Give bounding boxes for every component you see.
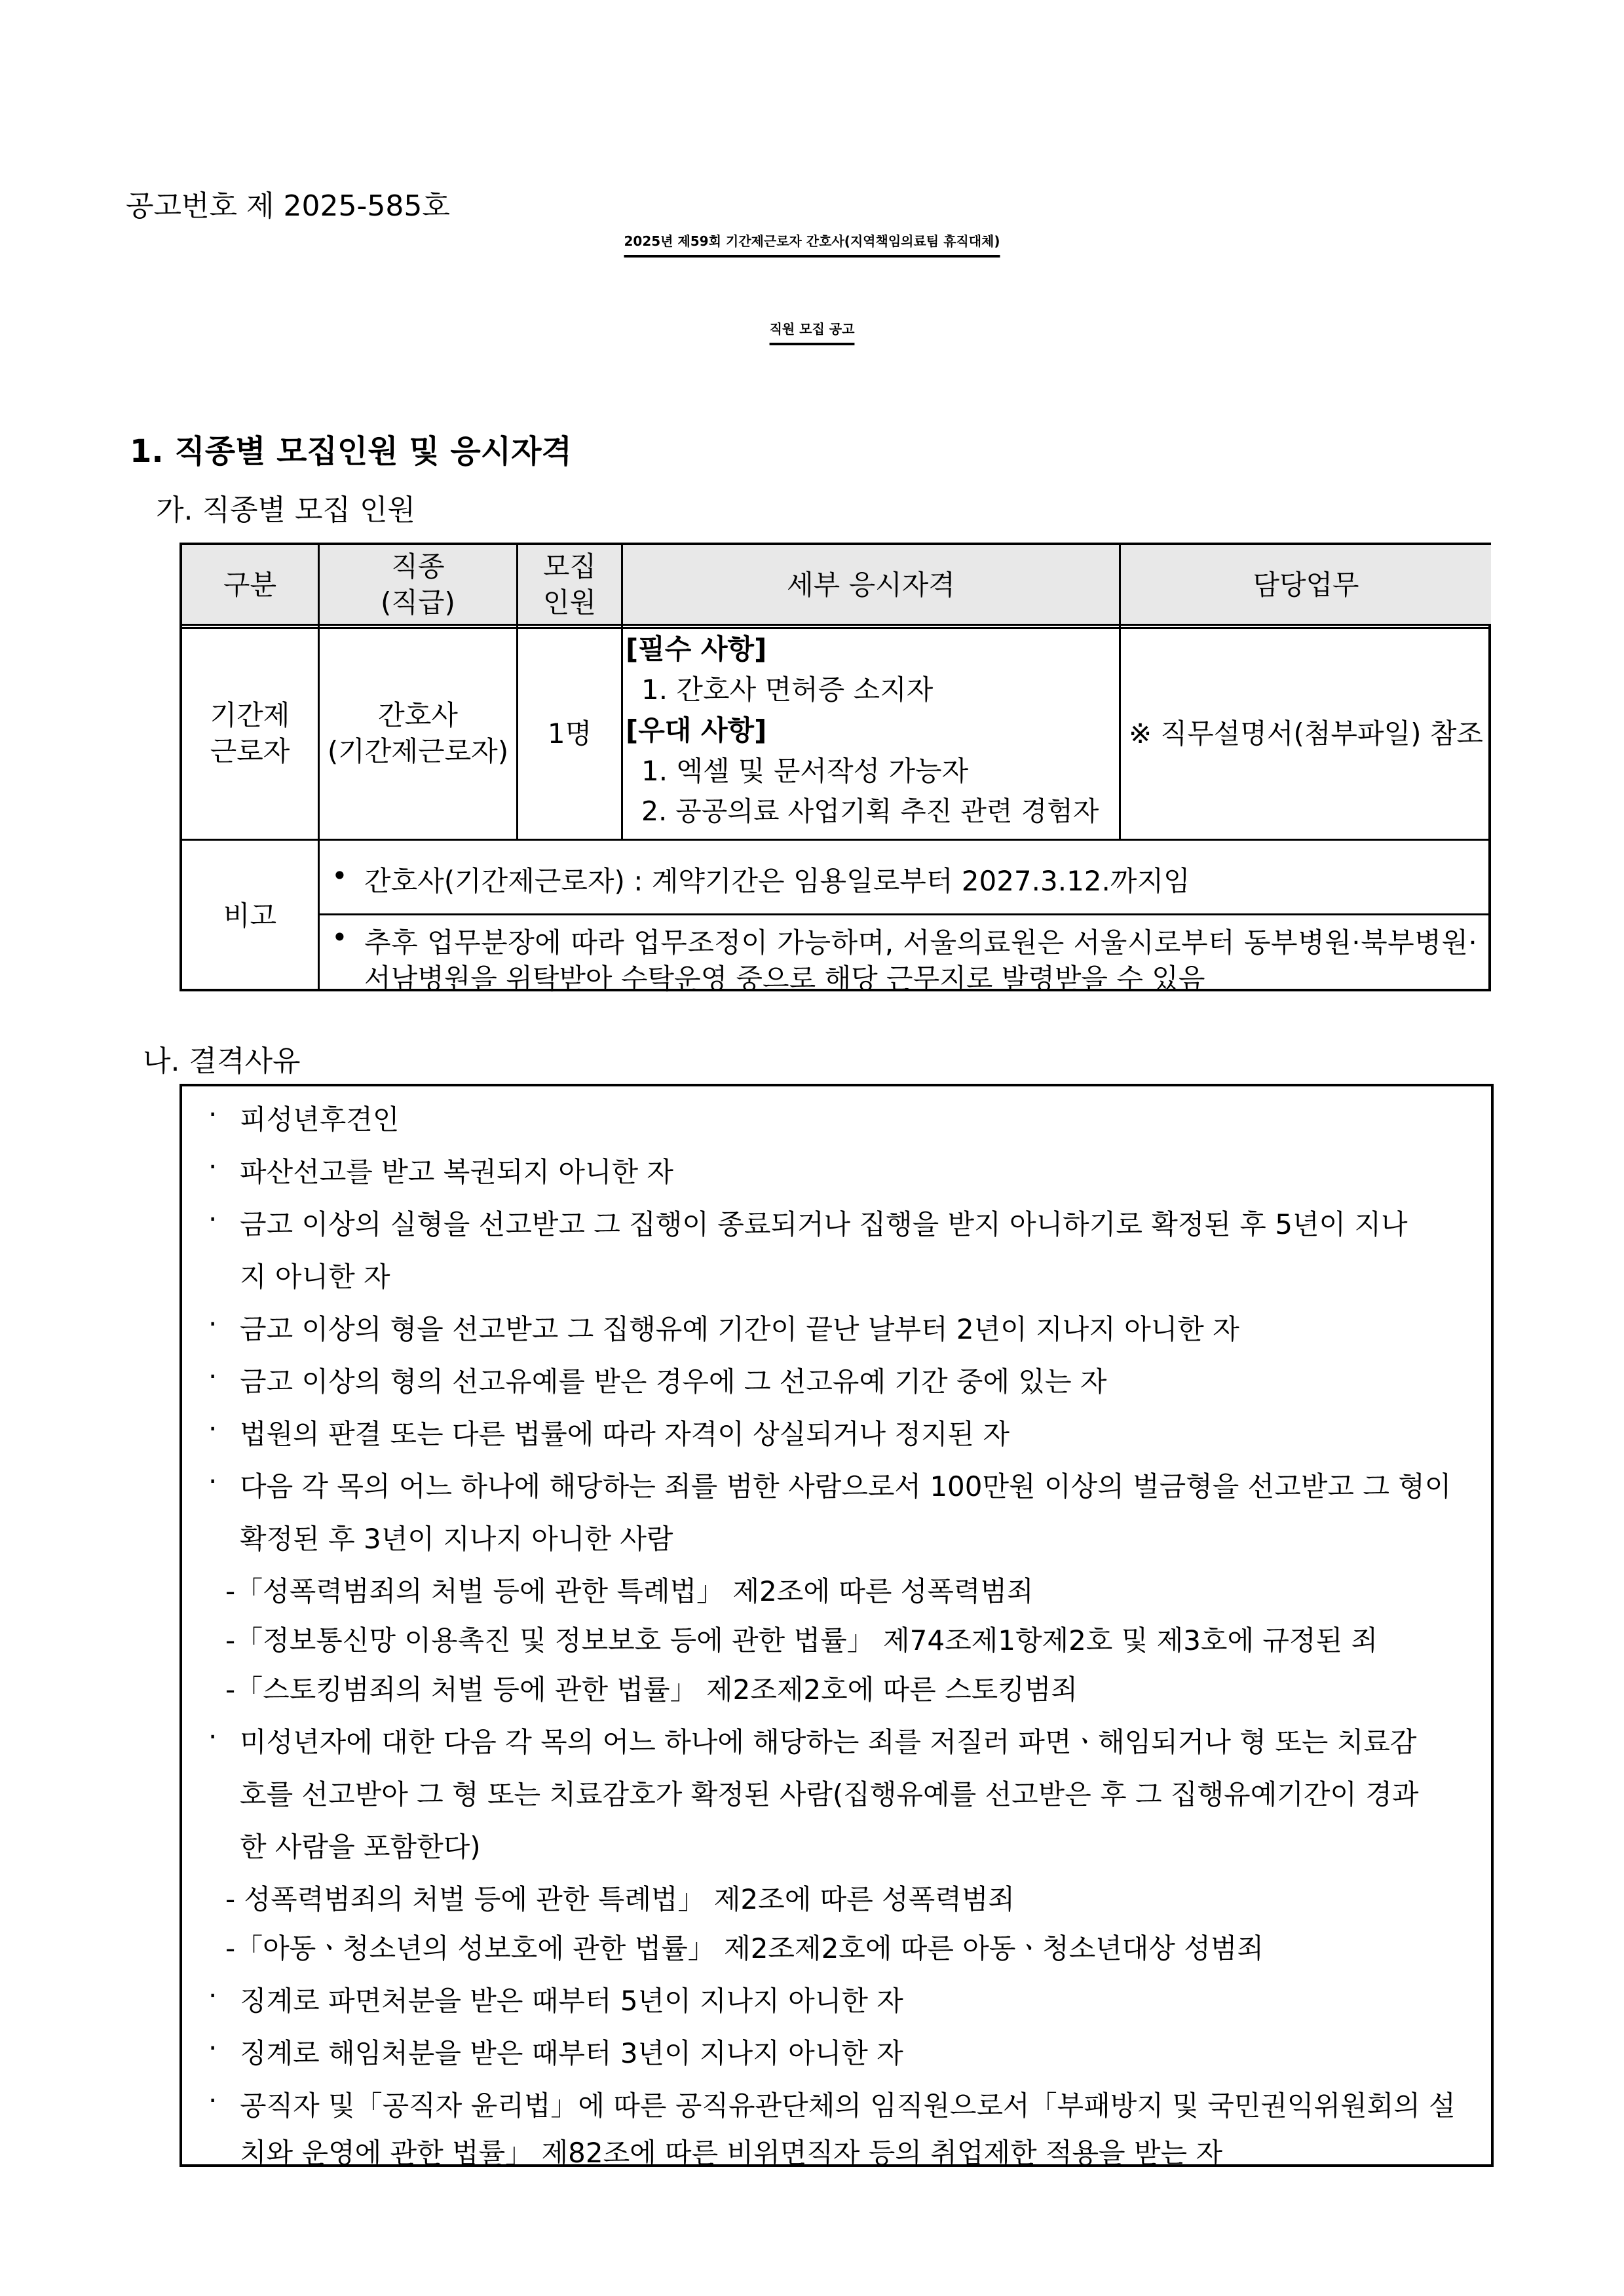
required-item-1: 1. 간호사 면허증 소지자 <box>641 674 934 706</box>
disq-line-continued: 한 사람을 포함한다) <box>240 1831 481 1863</box>
header-count-label: 모집 인원 <box>542 550 597 619</box>
disq-line: 금고 이상의 형을 선고받고 그 집행유예 기간이 끝난 날부터 2년이 지나지 아니한 자 <box>240 1313 1239 1345</box>
disq-line: 법원의 판결 또는 다른 법률에 따라 자격이 상실되거나 정지된 자 <box>240 1418 1010 1450</box>
bullet: · <box>208 1413 217 1445</box>
disq-line: 피성년후견인 <box>240 1103 400 1136</box>
disq-line: 다음 각 목의 어느 하나에 해당하는 죄를 범한 사람으로서 100만원 이상의 벌금형을 선고받고 그 형이 <box>240 1470 1452 1502</box>
bullet: · <box>208 1308 217 1340</box>
sub-a-heading: 가. 직종별 모집 인원 <box>156 493 415 527</box>
sub-b-heading: 나. 결격사유 <box>143 1044 301 1078</box>
job-line2: (기간제근로자) <box>327 735 509 767</box>
category-line1: 기간제 <box>210 699 290 732</box>
bullet: · <box>208 1980 217 2012</box>
header-category-label: 구분 <box>223 568 277 601</box>
remark-1-bullet: • <box>331 860 348 892</box>
header-category <box>182 545 318 625</box>
disq-line: 금고 이상의 실형을 선고받고 그 집행이 종료되거나 집행을 받지 아니하기로 확정된 후 5년이 지나 <box>240 1208 1408 1240</box>
disq-line-continued: 확정된 후 3년이 지나지 아니한 사람 <box>240 1523 673 1555</box>
disq-line-continued: 지 아니한 자 <box>240 1261 390 1293</box>
header-job <box>320 545 516 625</box>
notice-number: 공고번호 제 2025-585호 <box>126 189 450 223</box>
header-qualifications-label: 세부 응시자격 <box>787 568 955 601</box>
remark-1: 간호사(기간제근로자) : 계약기간은 임용일로부터 2027.3.12.까지임 <box>364 865 1190 897</box>
bullet: · <box>208 1465 217 1497</box>
cell-count <box>518 629 621 839</box>
disq-line: 공직자 및「공직자 윤리법」에 따른 공직유관단체의 임직원으로서「부패방지 및 국민권익위원회의 설 <box>240 2090 1456 2122</box>
disqualification-box <box>179 1084 1494 2167</box>
cell-category <box>182 629 318 839</box>
disq-line: 징계로 해임처분을 받은 때부터 3년이 지나지 아니한 자 <box>240 2037 903 2069</box>
cell-duty <box>1121 629 1491 839</box>
disq-line: 파산선고를 받고 복권되지 아니한 자 <box>240 1156 673 1188</box>
cell-qualifications <box>623 629 1119 839</box>
header-count <box>518 545 621 625</box>
disq-line: 징계로 파면처분을 받은 때부터 5년이 지나지 아니한 자 <box>240 1985 903 2017</box>
disq-line: 미성년자에 대한 다음 각 목의 어느 하나에 해당하는 죄를 저질러 파면ㆍ해임되거나 형 또는 치료감 <box>240 1726 1417 1758</box>
header-duty-label: 담당업무 <box>1253 568 1359 601</box>
required-heading: [필수 사항] <box>626 633 767 665</box>
bullet: · <box>208 1098 217 1130</box>
disq-subitem: -「정보통신망 이용촉진 및 정보보호 등에 관한 법률」 제74조제1항제2호 및 제3호에 규정된 죄 <box>225 1624 1378 1656</box>
disq-subitem: - 성폭력범죄의 처벌 등에 관한 특례법」 제2조에 따른 성폭력범죄 <box>225 1883 1015 1915</box>
header-divider <box>182 624 1491 629</box>
remark-2-line1: 추후 업무분장에 따라 업무조정이 가능하며, 서울의료원은 서울시로부터 동부병원·북부병원· <box>364 927 1478 959</box>
recruitment-table <box>179 543 1491 995</box>
duty-text: ※ 직무설명서(첨부파일) 참조 <box>1129 717 1483 750</box>
remark-2-line2: 서남병원을 위탁받아 수탁운영 중으로 해당 근무지로 발령받을 수 있음 <box>364 963 1205 995</box>
section1-heading: 1. 직종별 모집인원 및 응시자격 <box>130 433 572 470</box>
job-line1: 간호사 <box>378 699 458 732</box>
disq-subitem: -「아동ㆍ청소년의 성보호에 관한 법률」 제2조제2호에 따른 아동ㆍ청소년대상 성범죄 <box>225 1932 1264 1964</box>
disq-line-continued: 호를 선고받아 그 형 또는 치료감호가 확정된 사람(집행유예를 선고받은 후 그 집행유예기간이 경과 <box>240 1778 1419 1810</box>
header-qualifications <box>623 545 1119 625</box>
category-line2: 근로자 <box>210 735 290 767</box>
bullet: · <box>208 2084 217 2116</box>
remark-2-bullet: • <box>331 921 348 953</box>
preferred-item-2: 2. 공공의료 사업기획 추진 관련 경험자 <box>641 795 1099 827</box>
col-divider-remarks <box>318 839 320 991</box>
remarks-label: 비고 <box>223 899 277 932</box>
page-title: 2025년 제59회 기간제근로자 간호사(지역책임의료팀 휴직대체) <box>624 233 1000 249</box>
disq-line: 금고 이상의 형의 선고유예를 받은 경우에 그 선고유예 기간 중에 있는 자 <box>240 1366 1107 1398</box>
bullet: · <box>208 2032 217 2064</box>
header-job-label: 직종 (직급) <box>381 550 455 619</box>
disq-subitem: -「스토킹범죄의 처벌 등에 관한 법률」 제2조제2호에 따른 스토킹범죄 <box>225 1674 1078 1706</box>
preferred-heading: [우대 사항] <box>626 714 767 746</box>
bullet: · <box>208 1360 217 1392</box>
cell-remarks-label <box>182 841 318 991</box>
remark-divider <box>318 913 1491 915</box>
row-divider <box>182 839 1491 841</box>
cell-job <box>320 629 516 839</box>
count-value: 1명 <box>547 717 592 750</box>
page-subtitle: 직원 모집 공고 <box>769 321 855 337</box>
preferred-item-1: 1. 엑셀 및 문서작성 가능자 <box>641 755 969 787</box>
disq-line-continued: 치와 운영에 관한 법률」 제82조에 따른 비위면직자 등의 취업제한 적용을 받는 자 <box>240 2137 1223 2169</box>
bullet: · <box>208 1203 217 1235</box>
disq-subitem: -「성폭력범죄의 처벌 등에 관한 특례법」 제2조에 따른 성폭력범죄 <box>225 1575 1034 1607</box>
bullet: · <box>208 1721 217 1753</box>
bullet: · <box>208 1151 217 1183</box>
header-duty <box>1121 545 1491 625</box>
